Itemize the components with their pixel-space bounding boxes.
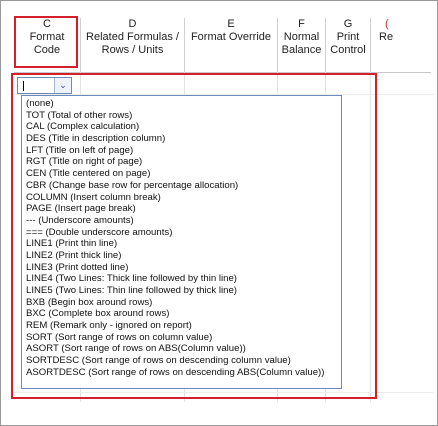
column-header-h-partial[interactable] (371, 18, 431, 73)
dropdown-option[interactable]: LINE3 (Print dotted line) (26, 261, 129, 273)
dropdown-option[interactable]: SORTDESC (Sort range of rows on descending column value) (26, 355, 291, 367)
dropdown-option[interactable]: LINE2 (Print thick line) (26, 249, 122, 261)
column-letter: C (43, 18, 51, 30)
dropdown-option[interactable]: BXB (Begin box around rows) (26, 296, 153, 308)
column-label: Print Control (330, 31, 366, 56)
text-cursor (23, 81, 24, 91)
column-header-d[interactable] (81, 18, 185, 73)
dropdown-option[interactable]: COLUMN (Insert column break) (26, 191, 161, 203)
dropdown-option[interactable]: === (Double underscore amounts) (26, 226, 173, 238)
column-header-e[interactable] (185, 18, 278, 73)
chevron-down-icon[interactable]: ⌄ (54, 78, 71, 93)
column-letter: ( (385, 18, 389, 30)
format-code-cell-select[interactable] (17, 77, 72, 94)
column-letter: F (298, 18, 305, 30)
dropdown-option[interactable]: ASORTDESC (Sort range of rows on descending ABS(Column value)) (26, 366, 325, 378)
column-label: Re (379, 31, 394, 43)
dropdown-option[interactable]: PAGE (Insert page break) (26, 203, 136, 215)
dropdown-option[interactable]: SORT (Sort range of rows on column value) (26, 331, 213, 343)
dropdown-option[interactable]: LINE5 (Two Lines: Thin line followed by thick line) (26, 285, 237, 296)
dropdown-option[interactable]: RGT (Title on right of page) (26, 156, 143, 168)
dropdown-option[interactable]: TOT (Total of other rows) (26, 109, 133, 121)
column-letter: D (128, 18, 137, 30)
dropdown-option[interactable]: LINE1 (Print thin line) (26, 238, 118, 250)
column-label: Normal Balance (281, 31, 322, 56)
dropdown-option[interactable]: CAL (Complex calculation) (26, 121, 140, 133)
column-label: Format Override (190, 31, 272, 43)
dropdown-option[interactable]: LINE4 (Two Lines: Thick line followed by thin line) (26, 273, 237, 285)
dropdown-option[interactable]: CEN (Title centered on page) (26, 168, 151, 180)
dropdown-option[interactable]: --- (Underscore amounts) (26, 214, 134, 226)
format-code-header-highlight (14, 16, 78, 68)
column-label: Format Code (29, 31, 65, 56)
dropdown-option[interactable]: LFT (Title on left of page) (26, 144, 134, 156)
dropdown-option[interactable]: CBR (Change base row for percentage allocation) (26, 179, 239, 191)
dropdown-option[interactable]: REM (Remark only - ignored on report) (26, 320, 192, 332)
column-header-f[interactable] (278, 18, 326, 73)
dropdown-option[interactable]: (none) (26, 98, 54, 109)
dropdown-option[interactable]: ASORT (Sort range of rows on ABS(Column value)) (26, 343, 246, 355)
column-letter: E (227, 18, 235, 30)
column-label: Related Formulas / Rows / Units (86, 31, 179, 56)
column-header-g[interactable] (326, 18, 371, 73)
column-letter: G (343, 18, 353, 30)
dropdown-option[interactable]: BXC (Complete box around rows) (26, 308, 170, 320)
format-code-dropdown-list[interactable] (21, 95, 342, 389)
dropdown-option[interactable]: DES (Title in description column) (26, 133, 166, 145)
